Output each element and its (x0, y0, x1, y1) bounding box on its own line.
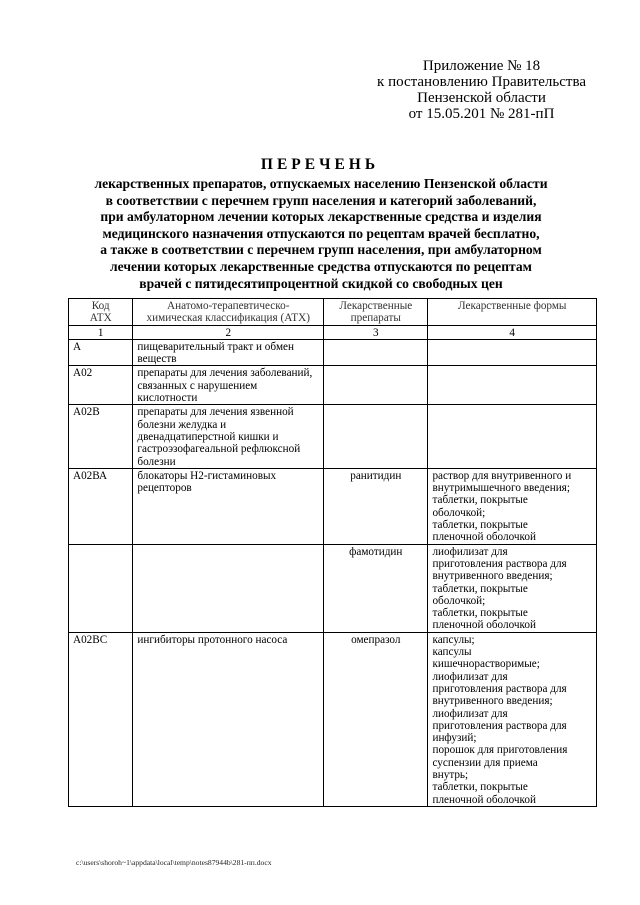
classification-line: ингибиторы протонного насоса (137, 633, 288, 646)
classification-line: препараты для лечения заболеваний, (137, 367, 313, 380)
dosage-form-line: приготовления раствора для (432, 719, 567, 732)
subtitle-line: при амбулаторном лечении которых лекарственные средства и изделия (100, 209, 542, 225)
dosage-form-line: таблетки, покрытые (432, 781, 528, 794)
classification-line: препараты для лечения язвенной (137, 406, 294, 419)
annex-header (377, 58, 586, 122)
drug-name-cell: омепразол (324, 632, 428, 806)
header-drugs-line: препараты (350, 312, 401, 325)
subtitle-line: лекарственных препаратов, отпускаемых населению Пензенской области (94, 176, 548, 191)
dosage-form-line: таблетки, покрытые (432, 582, 528, 595)
classification-line: веществ (137, 353, 177, 366)
dosage-form-line: лиофилизат для (432, 707, 508, 720)
dosage-form-line: оболочкой; (432, 594, 486, 607)
classification-cell (133, 339, 324, 366)
dosage-form-line: внутривенного введения; (432, 570, 553, 583)
classification-cell (133, 632, 324, 806)
classification-line: рецепторов (137, 482, 192, 495)
atc-code-cell: А02 (69, 366, 133, 405)
column-number-row (69, 325, 597, 339)
dosage-forms-cell (428, 468, 597, 544)
dosage-form-line: внутривенного введения; (432, 695, 553, 708)
dosage-forms-cell (428, 544, 597, 632)
subtitle-line: врачей с пятидесятипроцентной скидкой со свободных цен (139, 275, 503, 291)
header-code (69, 299, 133, 326)
dosage-form-line: капсулы; (432, 633, 475, 646)
table-row (69, 544, 597, 632)
drug-table (68, 298, 597, 807)
header-drugs (324, 299, 428, 326)
dosage-form-line: суспензии для приема (432, 756, 538, 769)
table-row (69, 366, 597, 405)
table-row (69, 405, 597, 468)
dosage-form-line: таблетки, покрытые (432, 494, 528, 507)
classification-line: пищеварительный тракт и обмен (137, 340, 295, 353)
column-number: 4 (428, 325, 597, 339)
column-number: 1 (69, 325, 133, 339)
classification-cell (133, 544, 324, 632)
classification-cell (133, 468, 324, 544)
classification-line: болезни (137, 455, 176, 468)
table-header-row (69, 299, 597, 326)
classification-line: гастроэзофагеальной рефлюксной (137, 443, 301, 456)
header-forms (428, 299, 597, 326)
atc-code-cell: А02ВС (69, 632, 133, 806)
header-forms-line: Лекарственные формы (457, 300, 567, 312)
dosage-form-line: приготовления раствора для (432, 682, 567, 695)
drug-name-cell (324, 339, 428, 366)
dosage-form-line: пленочной оболочкой (432, 793, 536, 806)
dosage-form-line: оболочкой; (432, 506, 486, 519)
annex-number: Приложение № 18 (422, 58, 541, 74)
annex-decree: к постановлению Правительства (377, 74, 586, 90)
header-class-line: Анатомо-терапевтическо- (167, 300, 290, 312)
annex-date: от 15.05.201 № 281-пП (408, 106, 555, 122)
subtitle-line: а также в соответствии с перечнем групп населения, при амбулаторном (100, 242, 542, 258)
document-subtitle (84, 176, 558, 292)
table-row (69, 632, 597, 806)
dosage-form-line: таблетки, покрытые (432, 519, 528, 532)
dosage-form-line: капсулы (432, 646, 472, 659)
classification-line: болезни желудка и (137, 418, 227, 431)
atc-code-cell (69, 544, 133, 632)
dosage-forms-cell (428, 632, 597, 806)
dosage-form-line: инфузий; (432, 732, 477, 745)
header-code-line: Код (91, 300, 110, 312)
subtitle-line: в соответствии с перечнем групп населения и категорий заболеваний, (105, 192, 537, 208)
drug-name-cell (324, 405, 428, 468)
dosage-forms-cell (428, 339, 597, 366)
atc-code-cell: А02В (69, 405, 133, 468)
atc-code-cell: А (69, 339, 133, 366)
header-code-line: АТХ (89, 312, 112, 325)
subtitle-line: лечении которых лекарственные средства отпускаются по рецептам (110, 258, 532, 274)
table-row (69, 339, 597, 366)
classification-line: связанных с нарушением (137, 379, 258, 392)
header-drugs-line: Лекарственные (339, 300, 413, 312)
classification-line: двенадцатиперстной кишки и (137, 430, 279, 443)
classification-cell (133, 366, 324, 405)
classification-line: блокаторы Н2-гистаминовых (137, 469, 277, 482)
dosage-form-line: внутрь; (432, 768, 469, 781)
dosage-form-line: порошок для приготовления (432, 744, 568, 757)
classification-line: кислотности (137, 392, 198, 405)
subtitle-line: медицинского назначения отпускаются по рецептам врачей бесплатно, (102, 225, 540, 241)
dosage-form-line: лиофилизат для (432, 670, 508, 683)
dosage-form-line: лиофилизат для (432, 545, 508, 558)
table-body (69, 339, 597, 806)
column-number: 2 (133, 325, 324, 339)
drug-name-cell: ранитидин (324, 468, 428, 544)
dosage-forms-cell (428, 405, 597, 468)
dosage-form-line: кишечнорастворимые; (432, 658, 540, 671)
column-number: 3 (324, 325, 428, 339)
file-path-footer: c:\users\shoroh~1\appdata\local\temp\notes87944b\281-пп.docx (76, 858, 272, 867)
drug-name-cell (324, 366, 428, 405)
classification-cell (133, 405, 324, 468)
header-class-line: химическая классификация (АТХ) (146, 312, 310, 325)
dosage-form-line: внутримышечного введения; (432, 482, 570, 495)
document-title: ПЕРЕЧЕНЬ (260, 156, 380, 173)
dosage-form-line: таблетки, покрытые (432, 607, 528, 620)
dosage-form-line: пленочной оболочкой (432, 619, 536, 632)
annex-region: Пензенской области (417, 90, 546, 106)
drug-name-cell: фамотидин (324, 544, 428, 632)
dosage-form-line: приготовления раствора для (432, 557, 567, 570)
table-row (69, 468, 597, 544)
dosage-form-line: раствор для внутривенного и (432, 469, 572, 482)
atc-code-cell: А02ВА (69, 468, 133, 544)
header-classification (133, 299, 324, 326)
dosage-form-line: пленочной оболочкой (432, 531, 536, 544)
dosage-forms-cell (428, 366, 597, 405)
